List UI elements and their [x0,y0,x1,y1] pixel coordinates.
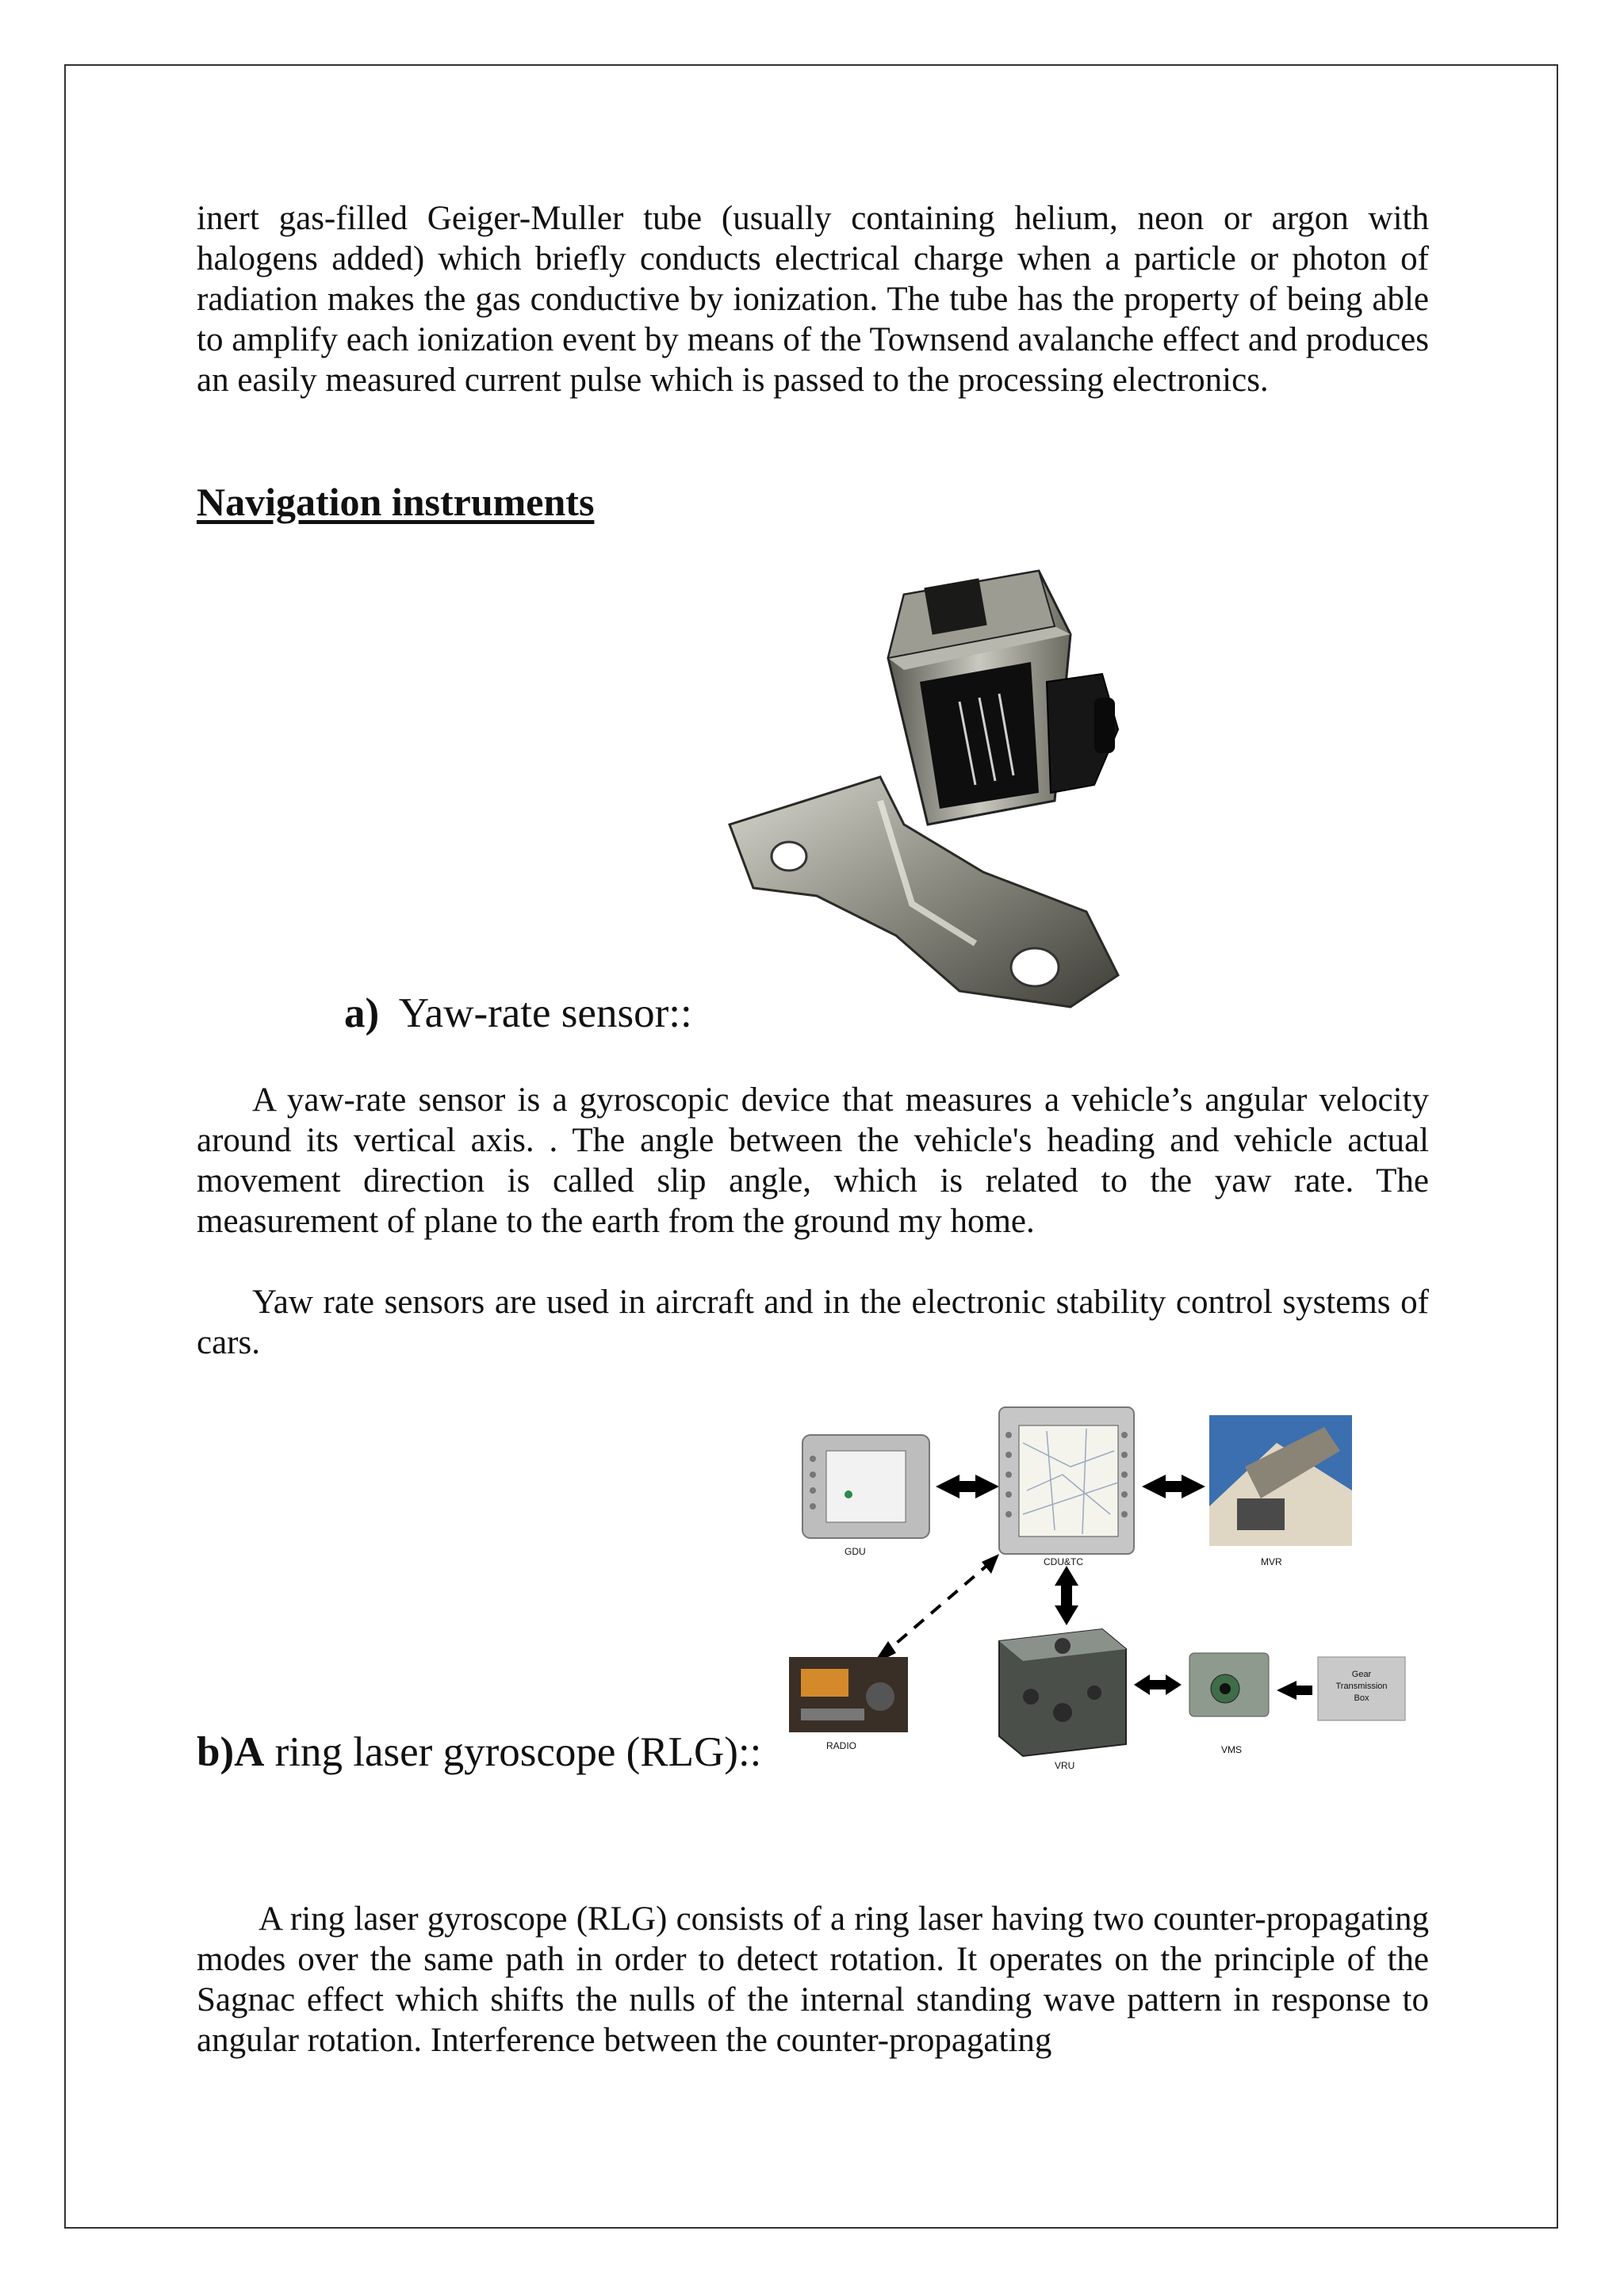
cdu-unit-image [999,1407,1134,1554]
gear-box-label-line-3: Box [1354,1693,1369,1703]
vru-label: VRU [1055,1760,1075,1771]
radio-unit-image [789,1657,908,1732]
mvr-vehicle-image [1209,1415,1352,1546]
yaw-rate-letter: a) [344,990,380,1036]
yaw-rate-title: Yaw-rate sensor:: [398,990,692,1036]
rlg-letter: b)A [197,1729,265,1775]
gear-box-label-line-1: Gear [1351,1670,1372,1679]
gdu-label: GDU [845,1546,866,1557]
gdu-unit-image [802,1435,929,1538]
vru-unit-image [999,1629,1126,1756]
intro-paragraph: inert gas-filled Geiger-Muller tube (usually containing helium, neon or argon with halogens added) which briefly conducts electrical charge when a particle or photon of radiation makes the gas conductive by ionization. The tube has the property of being able to amplify each ionization event by means of the Townsend avalanche effect and produces an easily measured current pulse which is passed to the processing electronics. [197,200,1429,399]
navigation-system-diagram [769,1395,1435,1784]
cdu-label: CDU&TC [1044,1556,1083,1567]
section-heading: Navigation instruments [197,480,595,524]
yaw-rate-paragraph: A yaw-rate sensor is a gyroscopic device that measures a vehicle’s angular velocity around its vertical axis. . The angle between the vehicle's heading and vehicle actual movement direction is called slip angle, which is related to the yaw rate. The measurement of plane to the earth from the ground my home. [197,1081,1429,1240]
gear-box-label [1318,1669,1405,1705]
gear-box-label-line-2: Transmission [1335,1682,1388,1691]
radio-label: RADIO [826,1740,857,1751]
rlg-title: ring laser gyroscope (RLG):: [264,1729,762,1775]
yaw-rate-sensor-photo [722,563,1134,1031]
rlg-caption [197,1728,761,1776]
rlg-paragraph: A ring laser gyroscope (RLG) consists of a ring laser having two counter-propagating modes over the same path in order to detect rotation. It operates on the principle of the Sagnac effect which shifts the nulls of the internal standing wave pattern in response to angular rotation. Interference between the counter-propagating [197,1900,1429,2059]
vms-label: VMS [1221,1744,1243,1755]
yaw-rate-usage-paragraph: Yaw rate sensors are used in aircraft and in the electronic stability control systems of cars. [197,1284,1429,1361]
yaw-rate-caption [344,989,692,1037]
mvr-label: MVR [1261,1556,1282,1567]
vms-unit-image [1189,1653,1269,1716]
